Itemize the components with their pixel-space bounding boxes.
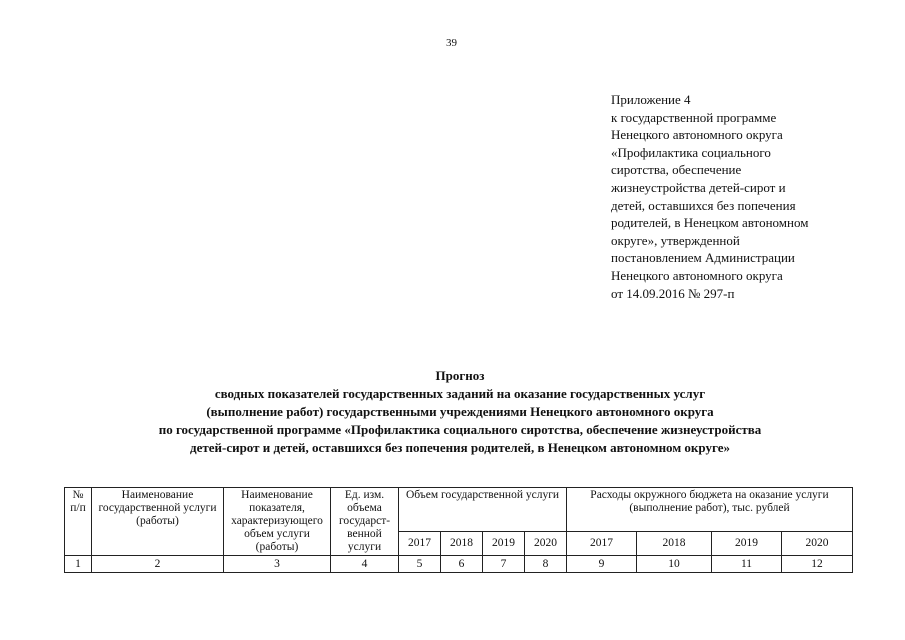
appendix-line: жизнеустройства детей-сирот и (611, 179, 786, 195)
appendix-line: детей, оставшихся без попечения (611, 197, 796, 213)
header-volume-year: 2019 (483, 531, 525, 555)
appendix-line: сиротства, обеспечение (611, 162, 742, 178)
column-number: 11 (712, 556, 782, 573)
header-indicator-name: Наименование показателя, характеризующего объем услуги (работы) (224, 488, 331, 556)
column-number: 12 (782, 556, 853, 573)
column-number: 9 (567, 556, 637, 573)
forecast-table (64, 487, 853, 573)
header-volume-group: Объем государственной услуги (399, 488, 567, 532)
column-number: 1 (65, 556, 92, 573)
appendix-line: Ненецкого автономного округа (611, 267, 783, 283)
heading-line: детей-сирот и детей, оставшихся без попечения родителей, в Ненецком автономном округе» (190, 440, 730, 455)
appendix-line: Ненецкого автономного округа (611, 127, 783, 143)
header-expense-group: Расходы окружного бюджета на оказание услуги (выполнение работ), тыс. рублей (567, 488, 853, 532)
appendix-line: к государственной программе (611, 109, 777, 125)
header-expense-year: 2017 (567, 531, 637, 555)
column-number: 8 (525, 556, 567, 573)
header-volume-year: 2018 (441, 531, 483, 555)
appendix-line: округе», утвержденной (611, 232, 740, 248)
column-number: 3 (224, 556, 331, 573)
heading-line: сводных показателей государственных заданий на оказание государственных услуг (214, 386, 706, 401)
column-number-row (65, 556, 853, 573)
document-heading (60, 367, 860, 457)
header-expense-year: 2018 (637, 531, 712, 555)
column-number: 10 (637, 556, 712, 573)
heading-line: по государственной программе «Профилактика социального сиротства, обеспечение жизнеустройства (158, 422, 762, 437)
header-expense-year: 2020 (782, 531, 853, 555)
heading-line: (выполнение работ) государственными учреждениями Ненецкого автономного округа (206, 404, 714, 419)
column-number: 4 (331, 556, 399, 573)
column-number: 5 (399, 556, 441, 573)
header-volume-year: 2020 (525, 531, 567, 555)
appendix-line: родителей, в Ненецком автономном (611, 215, 809, 231)
column-number: 6 (441, 556, 483, 573)
page-number: 39 (446, 37, 457, 49)
appendix-line: Приложение 4 (611, 92, 691, 107)
heading-title: Прогноз (435, 368, 485, 383)
header-unit: Ед. изм. объема государст-венной услуги (331, 488, 399, 556)
appendix-line: постановлением Администрации (611, 250, 795, 266)
column-number: 7 (483, 556, 525, 573)
appendix-line: «Профилактика социального (611, 144, 771, 160)
header-num: № п/п (65, 488, 92, 556)
column-number: 2 (92, 556, 224, 573)
header-service-name: Наименование государственной услуги (работы) (92, 488, 224, 556)
appendix-line: от 14.09.2016 № 297-п (611, 285, 735, 301)
header-volume-year: 2017 (399, 531, 441, 555)
header-expense-year: 2019 (712, 531, 782, 555)
appendix-note (611, 91, 871, 302)
